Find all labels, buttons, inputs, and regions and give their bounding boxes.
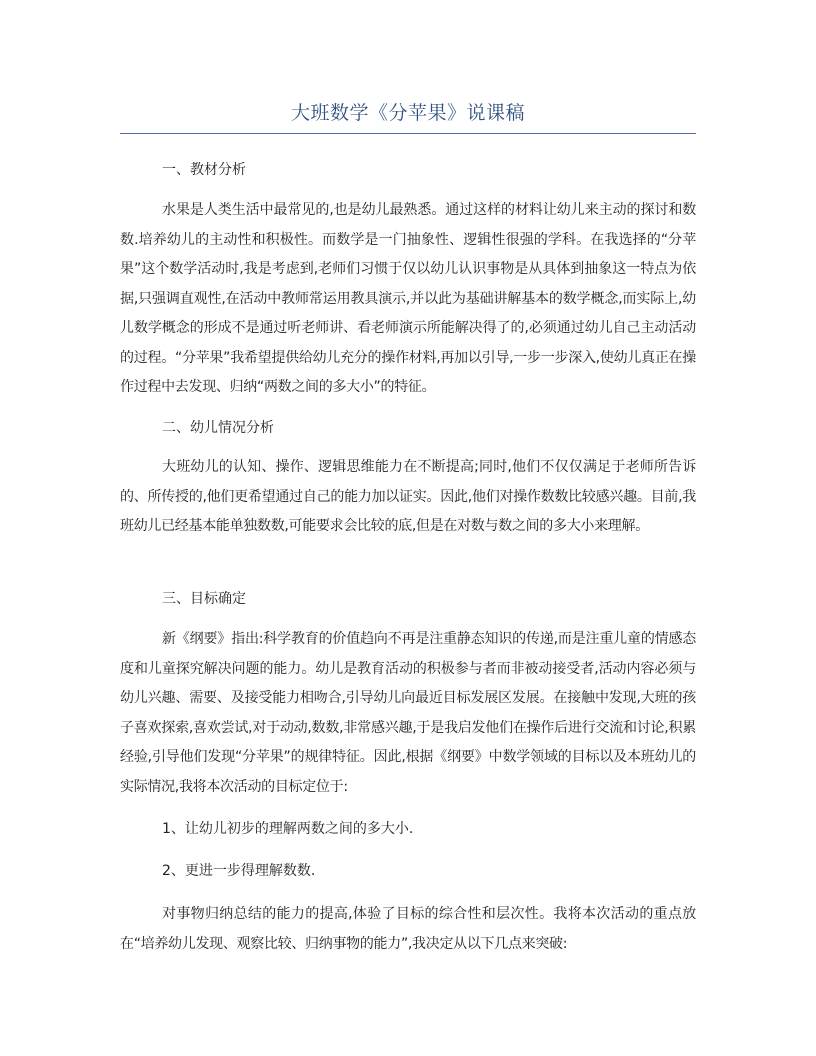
section-heading-3: 三、目标确定 (162, 591, 246, 607)
section-paragraph-4: 对事物归纳总结的能力的提高,体验了目标的综合性和层次性。我将本次活动的重点放在“培养幼儿发现、观察比较、归纳事物的能力”,我决定从以下几点来突破: (120, 906, 696, 952)
title-underline (120, 133, 696, 134)
section-heading-2: 二、幼儿情况分析 (162, 420, 274, 436)
section-paragraph-3: 新《纲要》指出:科学教育的价值趋向不再是注重静态知识的传递,而是注重儿童的情感态度和儿童探究解决问题的能力。幼儿是教育活动的积极参与者而非被动接受者,活动内容必须与幼儿兴趣、需要、及接受能力相吻合,引导幼儿向最近目标发展区发展。在接触中发现,大班的孩子喜欢探索,喜欢尝试,对于动动,数数,非常感兴趣,于是我启发他们在操作后进行交流和讨论,积累经验,引导他们发现“分苹果”的规律特征。因此,根据《纲要》中数学领域的目标以及本班幼儿的实际情况,我将本次活动的目标定位于: (120, 631, 696, 795)
goal-item-1: 1、让幼儿初步的理解两数之间的多大小. (162, 821, 414, 837)
section-heading-1: 一、教材分析 (162, 162, 246, 178)
section-paragraph-2: 大班幼儿的认知、操作、逻辑思维能力在不断提高;同时,他们不仅仅满足于老师所告诉的、所传授的,他们更希望通过自己的能力加以证实。因此,他们对操作数数比较感兴趣。目前,我班幼儿已经基本能单独数数,可能要求会比较的底,但是在对数与数之间的多大小来理解。 (120, 459, 696, 534)
document-title: 大班数学《分苹果》说课稿 (290, 102, 525, 124)
goal-item-2: 2、更进一步得理解数数. (162, 863, 316, 879)
section-paragraph-1: 水果是人类生活中最常见的,也是幼儿最熟悉。通过这样的材料让幼儿来主动的探讨和数数.培养幼儿的主动性和积极性。而数学是一门抽象性、逻辑性很强的学科。在我选择的“分苹果”这个数学活动时,我是考虑到,老师们习惯于仅以幼儿认识事物是从具体到抽象这一特点为依据,只强调直观性,在活动中教师常运用教具演示,并以此为基础讲解基本的数学概念,而实际上,幼儿数学概念的形成不是通过听老师讲、看老师演示所能解决得了的,必须通过幼儿自己主动活动的过程。“分苹果”我希望提供给幼儿充分的操作材料,再加以引导,一步一步深入,使幼儿真正在操作过程中去发现、归纳“两数之间的多大小”的特征。 (120, 202, 696, 395)
